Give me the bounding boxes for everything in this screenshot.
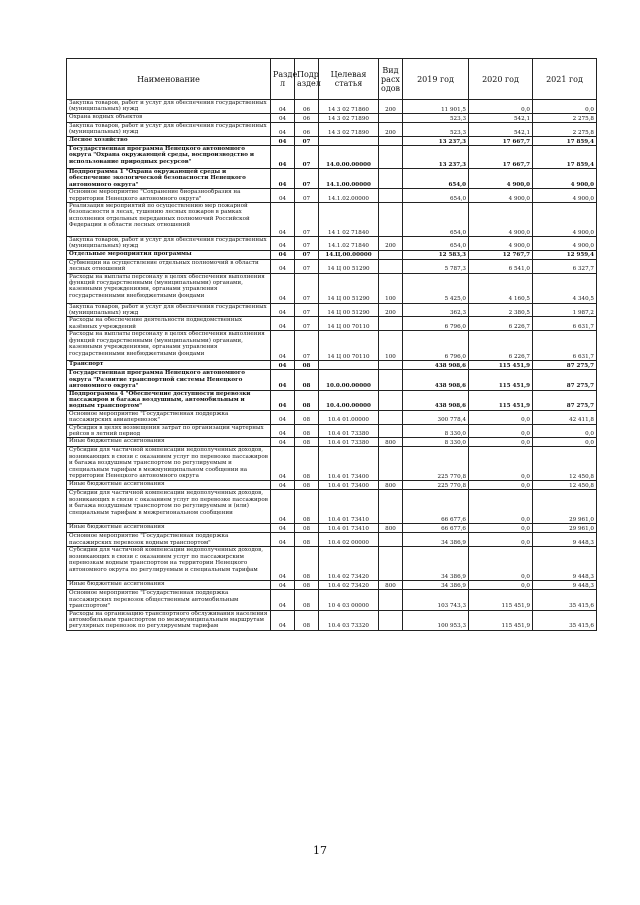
budget-table	[66, 58, 597, 631]
row-value-2019: 12 583,3	[403, 250, 469, 259]
row-value-2020: 0,0	[469, 100, 533, 114]
header-podrazdel: Подр аздел	[295, 59, 319, 100]
row-statya: 14 Ц 00 70110	[319, 317, 379, 331]
page-number: 17	[313, 844, 327, 857]
row-name: Расходы на выплаты персоналу в целях обеспечения выполнения функций государственными (муниципальными) органами, казенными учреждениями, органами управления государственными внебюджетными фондами	[67, 273, 271, 303]
row-statya: 10.4 03 73320	[319, 610, 379, 630]
row-vid	[379, 370, 403, 390]
row-value-2020: 115 451,9	[469, 590, 533, 610]
row-podrazdel: 08	[295, 610, 319, 630]
row-value-2020: 115 451,9	[469, 610, 533, 630]
row-name: Закупка товаров, работ и услуг для обеспечения государственных (муниципальных) нужд	[67, 100, 271, 114]
table-row	[67, 481, 597, 490]
row-statya: 14 3 02 71890	[319, 123, 379, 137]
row-razdel: 04	[271, 100, 295, 114]
row-podrazdel: 08	[295, 410, 319, 424]
row-razdel: 04	[271, 524, 295, 533]
row-razdel: 04	[271, 317, 295, 331]
row-vid	[379, 590, 403, 610]
row-razdel: 04	[271, 581, 295, 590]
row-statya: 14 3 02 71860	[319, 100, 379, 114]
row-value-2021: 4 900,0	[533, 169, 597, 189]
row-value-2020: 6 226,7	[469, 331, 533, 361]
row-podrazdel: 07	[295, 137, 319, 146]
row-value-2021: 9 448,3	[533, 547, 597, 581]
row-value-2021: 87 275,7	[533, 370, 597, 390]
row-value-2020: 4 900,0	[469, 203, 533, 237]
row-podrazdel: 08	[295, 581, 319, 590]
row-vid	[379, 390, 403, 410]
row-value-2020: 0,0	[469, 447, 533, 481]
row-statya: 10.4 01.00000	[319, 410, 379, 424]
row-value-2020: 4 160,5	[469, 273, 533, 303]
header-2020: 2020 год	[469, 59, 533, 100]
row-statya: 14 Ц 00 51290	[319, 303, 379, 317]
row-value-2019: 438 908,6	[403, 390, 469, 410]
row-podrazdel: 08	[295, 481, 319, 490]
row-statya: 10.4 01 73410	[319, 490, 379, 524]
row-vid	[379, 547, 403, 581]
row-podrazdel: 06	[295, 123, 319, 137]
row-statya	[319, 137, 379, 146]
table-row	[67, 250, 597, 259]
row-podrazdel: 08	[295, 438, 319, 447]
row-value-2020: 0,0	[469, 481, 533, 490]
row-statya: 14.Ц.00.00000	[319, 250, 379, 259]
row-value-2021: 0,0	[533, 424, 597, 438]
row-vid: 200	[379, 237, 403, 251]
row-podrazdel: 08	[295, 490, 319, 524]
row-value-2019: 34 386,9	[403, 581, 469, 590]
row-razdel: 04	[271, 331, 295, 361]
row-value-2020: 115 451,9	[469, 361, 533, 370]
table-row	[67, 114, 597, 123]
row-podrazdel: 08	[295, 547, 319, 581]
row-value-2019: 34 386,9	[403, 547, 469, 581]
row-name: Субсидии для частичной компенсации недополученных доходов, возникающих в связи с оказанием услуг по перевозке пассажиров и багажа воздушным транспортом по регулируемым и специальным тарифам в межмуниципальном сообщении на территории Ненецкого автономного округа	[67, 447, 271, 481]
row-value-2020: 0,0	[469, 490, 533, 524]
row-name: Иные бюджетные ассигнования	[67, 481, 271, 490]
row-value-2020: 17 667,7	[469, 137, 533, 146]
row-value-2019: 13 237,3	[403, 137, 469, 146]
row-name: Расходы на выплаты персоналу в целях обеспечения выполнения функций государственными (муниципальными) органами, казенными учреждениями, органами управления государственными внебюджетными фондами	[67, 331, 271, 361]
row-podrazdel: 08	[295, 533, 319, 547]
row-name: Основное мероприятие "Государственная поддержка пассажирских авиаперевозок"	[67, 410, 271, 424]
row-statya	[319, 361, 379, 370]
row-statya: 14 1 02 71840	[319, 203, 379, 237]
row-statya: 10.4 01 73410	[319, 524, 379, 533]
row-value-2019: 654,0	[403, 203, 469, 237]
row-razdel: 04	[271, 490, 295, 524]
row-value-2019: 654,0	[403, 189, 469, 203]
row-vid	[379, 250, 403, 259]
row-statya: 10.4 01 73400	[319, 481, 379, 490]
row-value-2020: 0,0	[469, 533, 533, 547]
row-value-2020: 542,1	[469, 114, 533, 123]
row-value-2019: 523,3	[403, 114, 469, 123]
row-razdel: 04	[271, 303, 295, 317]
row-razdel: 04	[271, 410, 295, 424]
row-value-2019: 8 330,0	[403, 438, 469, 447]
row-name: Отдельные мероприятия программы	[67, 250, 271, 259]
row-statya: 14 Ц 00 51290	[319, 273, 379, 303]
row-razdel: 04	[271, 137, 295, 146]
row-value-2021: 29 961,0	[533, 524, 597, 533]
row-razdel: 04	[271, 390, 295, 410]
row-name: Основное мероприятие "Государственная поддержка пассажирских перевозок водным транспортом"	[67, 533, 271, 547]
row-podrazdel: 08	[295, 524, 319, 533]
row-vid	[379, 424, 403, 438]
row-vid	[379, 114, 403, 123]
row-value-2021: 4 340,5	[533, 273, 597, 303]
row-razdel: 04	[271, 370, 295, 390]
row-vid: 200	[379, 123, 403, 137]
row-razdel: 04	[271, 610, 295, 630]
row-vid	[379, 137, 403, 146]
row-value-2020: 12 767,7	[469, 250, 533, 259]
row-value-2021: 12 959,4	[533, 250, 597, 259]
row-value-2021: 29 961,0	[533, 490, 597, 524]
table-row	[67, 189, 597, 203]
row-vid	[379, 317, 403, 331]
table-row	[67, 123, 597, 137]
row-value-2019: 103 743,3	[403, 590, 469, 610]
row-name: Основное мероприятие "Государственная поддержка пассажирских перевозок общественным автомобильным транспортом"	[67, 590, 271, 610]
row-value-2020: 6 226,7	[469, 317, 533, 331]
table-row	[67, 370, 597, 390]
row-name: Субсидия в целях возмещения затрат по организации чартерных рейсов в летний период	[67, 424, 271, 438]
row-value-2020: 0,0	[469, 424, 533, 438]
row-value-2019: 66 677,6	[403, 524, 469, 533]
row-value-2019: 300 778,4	[403, 410, 469, 424]
row-value-2020: 0,0	[469, 438, 533, 447]
row-razdel: 04	[271, 481, 295, 490]
header-2019: 2019 год	[403, 59, 469, 100]
row-vid	[379, 169, 403, 189]
row-value-2020: 542,1	[469, 123, 533, 137]
row-razdel: 04	[271, 123, 295, 137]
row-value-2021: 17 859,4	[533, 137, 597, 146]
table-row	[67, 581, 597, 590]
row-value-2021: 6 631,7	[533, 331, 597, 361]
row-vid	[379, 203, 403, 237]
row-vid	[379, 610, 403, 630]
row-podrazdel: 06	[295, 114, 319, 123]
row-name: Субвенции на осуществление отдельных полномочий в области лесных отношений	[67, 259, 271, 273]
table-row	[67, 331, 597, 361]
row-podrazdel: 08	[295, 424, 319, 438]
table-row	[67, 203, 597, 237]
table-row	[67, 273, 597, 303]
row-name: Расходы на обеспечение деятельности подведомственных казённых учреждений	[67, 317, 271, 331]
row-value-2019: 438 908,6	[403, 370, 469, 390]
row-podrazdel: 07	[295, 259, 319, 273]
row-podrazdel: 08	[295, 590, 319, 610]
row-statya: 10 4 03 00000	[319, 590, 379, 610]
row-podrazdel: 06	[295, 100, 319, 114]
row-statya: 14 Ц 00 70110	[319, 331, 379, 361]
row-value-2019: 5 787,3	[403, 259, 469, 273]
row-statya: 10.4 02 00000	[319, 533, 379, 547]
row-value-2019: 362,3	[403, 303, 469, 317]
row-statya: 10.4 01 73380	[319, 438, 379, 447]
row-razdel: 04	[271, 447, 295, 481]
row-name: Транспорт	[67, 361, 271, 370]
row-statya: 10.4.00.00000	[319, 390, 379, 410]
table-row	[67, 390, 597, 410]
row-value-2021: 87 275,7	[533, 361, 597, 370]
row-value-2019: 8 330,0	[403, 424, 469, 438]
row-statya: 14 3 02 71890	[319, 114, 379, 123]
row-razdel: 04	[271, 146, 295, 169]
row-razdel: 04	[271, 250, 295, 259]
row-value-2021: 17 859,4	[533, 146, 597, 169]
row-value-2020: 115 451,9	[469, 390, 533, 410]
row-value-2019: 6 796,0	[403, 331, 469, 361]
row-statya: 14.1.00.00000	[319, 169, 379, 189]
row-statya: 14.1.02 71840	[319, 237, 379, 251]
row-vid	[379, 189, 403, 203]
row-statya: 10.4 01 73380	[319, 424, 379, 438]
row-statya: 14.0.00.00000	[319, 146, 379, 169]
row-vid: 200	[379, 303, 403, 317]
row-value-2020: 0,0	[469, 524, 533, 533]
row-name: Иные бюджетные ассигнования	[67, 581, 271, 590]
row-value-2020: 0,0	[469, 581, 533, 590]
row-value-2019: 100 953,3	[403, 610, 469, 630]
row-value-2021: 4 900,0	[533, 203, 597, 237]
table-row	[67, 438, 597, 447]
row-vid	[379, 410, 403, 424]
row-statya: 10.4 02 73420	[319, 581, 379, 590]
row-podrazdel: 07	[295, 273, 319, 303]
row-value-2020: 4 900,0	[469, 237, 533, 251]
row-vid	[379, 447, 403, 481]
row-name: Закупка товаров, работ и услуг для обеспечения государственных (муниципальных) нужд	[67, 303, 271, 317]
table-row	[67, 137, 597, 146]
row-razdel: 04	[271, 169, 295, 189]
row-vid	[379, 533, 403, 547]
row-vid: 100	[379, 273, 403, 303]
row-podrazdel: 07	[295, 250, 319, 259]
row-podrazdel: 08	[295, 447, 319, 481]
row-razdel: 04	[271, 203, 295, 237]
row-podrazdel: 07	[295, 331, 319, 361]
row-value-2019: 654,0	[403, 237, 469, 251]
row-value-2021: 9 448,3	[533, 533, 597, 547]
row-value-2021: 0,0	[533, 438, 597, 447]
row-vid: 800	[379, 524, 403, 533]
row-vid: 800	[379, 581, 403, 590]
row-razdel: 04	[271, 438, 295, 447]
header-vid: Вид расх одов	[379, 59, 403, 100]
table-row	[67, 410, 597, 424]
row-name: Субсидии для частичной компенсации недополученных доходов, возникающих в связи с оказанием услуг по пассажирским перевозкам водным транспортом на территории Ненецкого автономного округа по регулируемым и специальным тарифам	[67, 547, 271, 581]
row-podrazdel: 08	[295, 361, 319, 370]
table-row	[67, 303, 597, 317]
row-value-2019: 225 770,8	[403, 481, 469, 490]
row-podrazdel: 07	[295, 189, 319, 203]
row-vid	[379, 259, 403, 273]
row-podrazdel: 07	[295, 303, 319, 317]
row-razdel: 04	[271, 424, 295, 438]
row-value-2020: 0,0	[469, 410, 533, 424]
table-row	[67, 237, 597, 251]
row-value-2021: 12 450,8	[533, 447, 597, 481]
row-value-2019: 66 677,6	[403, 490, 469, 524]
row-razdel: 04	[271, 547, 295, 581]
row-value-2020: 17 667,7	[469, 146, 533, 169]
row-value-2020: 4 900,0	[469, 169, 533, 189]
row-value-2019: 11 901,5	[403, 100, 469, 114]
row-value-2020: 0,0	[469, 547, 533, 581]
row-value-2021: 6 327,7	[533, 259, 597, 273]
row-value-2021: 4 900,0	[533, 237, 597, 251]
row-value-2019: 34 386,9	[403, 533, 469, 547]
row-value-2019: 13 237,3	[403, 146, 469, 169]
header-2021: 2021 год	[533, 59, 597, 100]
row-value-2020: 4 900,0	[469, 189, 533, 203]
table-row	[67, 490, 597, 524]
row-value-2021: 35 415,6	[533, 590, 597, 610]
row-podrazdel: 07	[295, 237, 319, 251]
row-razdel: 04	[271, 259, 295, 273]
row-statya: 10.4 01 73400	[319, 447, 379, 481]
row-value-2019: 6 796,0	[403, 317, 469, 331]
row-name: Лесное хозяйство	[67, 137, 271, 146]
table-header-row	[67, 59, 597, 100]
row-name: Реализация мероприятий по осуществлению мер пожарной безопасности в лесах, тушению лесных пожаров в рамках исполнения отдельных переданных полномочий Российской Федерации в области лесных отношений	[67, 203, 271, 237]
row-vid: 800	[379, 481, 403, 490]
row-value-2019: 5 425,0	[403, 273, 469, 303]
row-name: Иные бюджетные ассигнования	[67, 438, 271, 447]
row-vid: 200	[379, 100, 403, 114]
table-row	[67, 146, 597, 169]
table-row	[67, 533, 597, 547]
row-razdel: 04	[271, 361, 295, 370]
row-value-2021: 2 275,8	[533, 123, 597, 137]
row-podrazdel: 08	[295, 390, 319, 410]
row-name: Закупка товаров, работ и услуг для обеспечения государственных (муниципальных) нужд	[67, 123, 271, 137]
row-razdel: 04	[271, 114, 295, 123]
row-statya: 10.4 02 73420	[319, 547, 379, 581]
table-row	[67, 524, 597, 533]
row-podrazdel: 07	[295, 317, 319, 331]
table-row	[67, 547, 597, 581]
header-name: Наименование	[67, 59, 271, 100]
row-value-2021: 42 411,8	[533, 410, 597, 424]
row-vid: 100	[379, 331, 403, 361]
row-value-2021: 12 450,8	[533, 481, 597, 490]
row-value-2021: 9 448,3	[533, 581, 597, 590]
row-razdel: 04	[271, 273, 295, 303]
row-razdel: 04	[271, 533, 295, 547]
header-statya: Целевая статья	[319, 59, 379, 100]
row-value-2021: 2 275,8	[533, 114, 597, 123]
row-value-2019: 523,3	[403, 123, 469, 137]
table-row	[67, 424, 597, 438]
row-value-2021: 4 900,0	[533, 189, 597, 203]
row-value-2020: 2 380,5	[469, 303, 533, 317]
table-row	[67, 317, 597, 331]
row-value-2021: 87 275,7	[533, 390, 597, 410]
row-name: Иные бюджетные ассигнования	[67, 524, 271, 533]
row-value-2020: 115 451,9	[469, 370, 533, 390]
row-statya: 14.1.02.00000	[319, 189, 379, 203]
row-name: Подпрограмма 4 "Обеспечение доступности перевозки пассажиров и багажа воздушным, автомобильным и водным транспортом"	[67, 390, 271, 410]
row-name: Расходы на организацию транспортного обслуживания населения автомобильным транспортом по межмуниципальным маршрутам регулярных перевозок по регулируемым тарифам	[67, 610, 271, 630]
row-name: Закупка товаров, работ и услуг для обеспечения государственных (муниципальных) нужд	[67, 237, 271, 251]
row-value-2019: 225 770,8	[403, 447, 469, 481]
row-podrazdel: 08	[295, 370, 319, 390]
row-vid	[379, 146, 403, 169]
row-name: Субсидии для частичной компенсации недополученных доходов, возникающих в связи с оказанием услуг по перевозке пассажиров и багажа воздушным транспортом по регулируемым и (или) специальным тарифам в межрегиональном сообщении	[67, 490, 271, 524]
table-body	[67, 100, 597, 631]
row-value-2021: 0,0	[533, 100, 597, 114]
row-value-2020: 6 541,0	[469, 259, 533, 273]
row-statya: 14 Ц 00 51290	[319, 259, 379, 273]
row-name: Государственная программа Ненецкого автономного округа "Развитие транспортной системы Ненецкого автономного округа"	[67, 370, 271, 390]
table-row	[67, 590, 597, 610]
row-statya: 10.0.00.00000	[319, 370, 379, 390]
row-value-2021: 6 631,7	[533, 317, 597, 331]
row-name: Государственная программа Ненецкого автономного округа "Охрана окружающей среды, воспроизводство и использование природных ресурсов"	[67, 146, 271, 169]
table-row	[67, 100, 597, 114]
row-name: Основное мероприятие "Сохранение биоразнообразия на территории Ненецкого автономного округа"	[67, 189, 271, 203]
row-name: Охрана водных объектов	[67, 114, 271, 123]
row-value-2019: 654,0	[403, 169, 469, 189]
table-row	[67, 361, 597, 370]
table-row	[67, 259, 597, 273]
table-row	[67, 169, 597, 189]
row-value-2021: 1 987,2	[533, 303, 597, 317]
table-row	[67, 447, 597, 481]
row-razdel: 04	[271, 189, 295, 203]
row-vid	[379, 361, 403, 370]
row-value-2019: 438 908,6	[403, 361, 469, 370]
row-name: Подпрограмма 1 "Охрана окружающей среды и обеспечение экологической безопасности Ненецкого автономного округа"	[67, 169, 271, 189]
row-podrazdel: 07	[295, 169, 319, 189]
table-row	[67, 610, 597, 630]
row-razdel: 04	[271, 590, 295, 610]
header-razdel: Разде л	[271, 59, 295, 100]
row-podrazdel: 07	[295, 146, 319, 169]
row-vid	[379, 490, 403, 524]
row-value-2021: 35 415,6	[533, 610, 597, 630]
row-podrazdel: 07	[295, 203, 319, 237]
row-vid: 800	[379, 438, 403, 447]
row-razdel: 04	[271, 237, 295, 251]
